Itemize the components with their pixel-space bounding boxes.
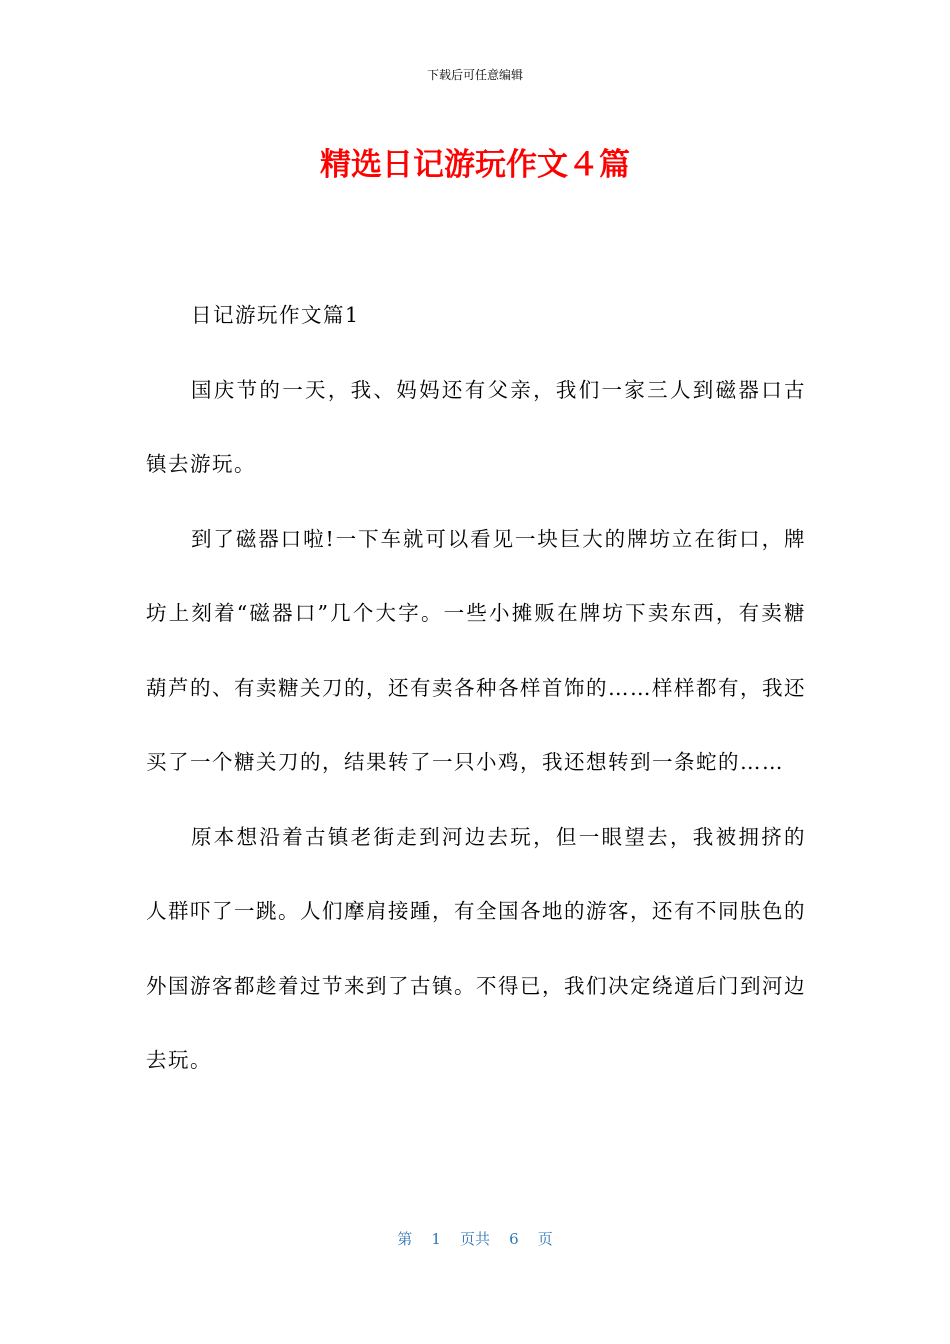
page-footer <box>0 1229 950 1249</box>
body-paragraph: 原本想沿着古镇老街走到河边去玩，但一眼望去，我被拥挤的人群吓了一跳。人们摩肩接踵，有全国各地的游客，还有不同肤色的外国游客都趁着过节来到了古镇。不得已，我们决定绕道后门到河边去玩。 <box>146 824 806 1072</box>
body-paragraph: 国庆节的一天，我、妈妈还有父亲，我们一家三人到磁器口古镇去游玩。 <box>146 377 806 476</box>
footer-page-suffix: 页 <box>537 1230 553 1248</box>
footer-page-prefix: 第 <box>397 1230 413 1248</box>
body-paragraph: 到了磁器口啦!一下车就可以看见一块巨大的牌坊立在街口，牌坊上刻着“磁器口”几个大字。一些小摊贩在牌坊下卖东西，有卖糖葫芦的、有卖糖关刀的，还有卖各种各样首饰的……样样都有，我还买了一个糖关刀的，结果转了一只小鸡，我还想转到一条蛇的…… <box>146 526 806 774</box>
header-note: 下载后可任意编辑 <box>426 68 523 82</box>
section-heading: 日记游玩作文篇1 <box>191 303 360 327</box>
footer-page-middle: 页共 <box>459 1230 490 1248</box>
document-title: 精选日记游玩作文４篇 <box>320 147 630 183</box>
document-body <box>146 278 806 1098</box>
footer-current-page: 1 <box>431 1230 441 1248</box>
footer-total-pages: 6 <box>509 1230 519 1248</box>
